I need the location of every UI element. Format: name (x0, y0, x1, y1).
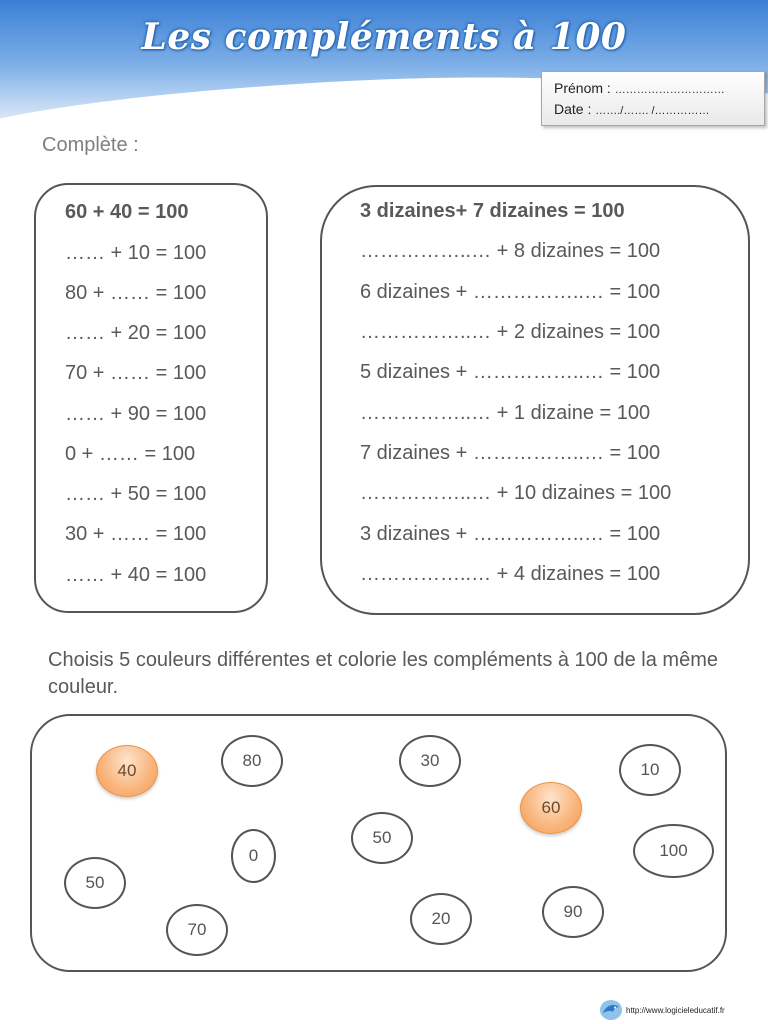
right-equation: 6 dizaines + ……………..… = 100 (360, 281, 661, 303)
date-line (554, 101, 710, 117)
right-equation: 7 dizaines + ……………..… = 100 (360, 442, 661, 464)
number-bubble-colored[interactable]: 60 (520, 782, 582, 834)
left-equation: …… + 20 = 100 (65, 322, 207, 344)
number-bubble[interactable]: 70 (166, 904, 228, 956)
prenom-label: Prénom : (554, 80, 611, 96)
left-equation: 0 + …… = 100 (65, 443, 196, 465)
left-equation: 70 + …… = 100 (65, 362, 207, 384)
left-equation: 60 + 40 = 100 (65, 201, 189, 223)
instruction-complete: Complète : (42, 134, 139, 156)
left-equation: 30 + …… = 100 (65, 523, 207, 545)
number-bubble[interactable]: 100 (633, 824, 714, 878)
number-bubble[interactable]: 10 (619, 744, 681, 796)
number-bubble[interactable]: 20 (410, 893, 472, 945)
left-equation: 80 + …… = 100 (65, 282, 207, 304)
left-equation: …… + 90 = 100 (65, 403, 207, 425)
prenom-line (554, 80, 725, 96)
date-label: Date : (554, 101, 592, 117)
number-bubble-colored[interactable]: 40 (96, 745, 158, 797)
instruction-colorie: Choisis 5 couleurs différentes et colorie les compléments à 100 de la même couleur. (48, 649, 718, 698)
number-bubble[interactable]: 80 (221, 735, 283, 787)
right-equation: ……………..… + 4 dizaines = 100 (360, 563, 661, 585)
right-equation: 3 dizaines + ……………..… = 100 (360, 523, 661, 545)
left-equation: …… + 40 = 100 (65, 564, 207, 586)
number-bubble[interactable]: 50 (64, 857, 126, 909)
right-equation: 5 dizaines + ……………..… = 100 (360, 361, 661, 383)
number-bubble[interactable]: 90 (542, 886, 604, 938)
right-equation: ……………..… + 8 dizaines = 100 (360, 240, 661, 262)
dolphin-logo-icon (598, 998, 624, 1022)
number-bubble[interactable]: 0 (231, 829, 276, 883)
footer-url[interactable]: http://www.logicieleducatif.fr (626, 1005, 725, 1015)
left-equation: …… + 10 = 100 (65, 242, 207, 264)
number-bubble[interactable]: 30 (399, 735, 461, 787)
right-equation: ……………..… + 10 dizaines = 100 (360, 482, 672, 504)
page-title: Les compléments à 100 (141, 16, 627, 58)
prenom-blank: ………………………… (614, 84, 725, 96)
right-equation: ……………..… + 1 dizaine = 100 (360, 402, 651, 424)
number-bubble[interactable]: 50 (351, 812, 413, 864)
footer (598, 998, 725, 1022)
name-date-box (541, 71, 765, 126)
right-equation: 3 dizaines+ 7 dizaines = 100 (360, 200, 625, 222)
right-equation: ……………..… + 2 dizaines = 100 (360, 321, 661, 343)
date-blank: ……./……. /…………… (595, 105, 710, 117)
left-equation: …… + 50 = 100 (65, 483, 207, 505)
